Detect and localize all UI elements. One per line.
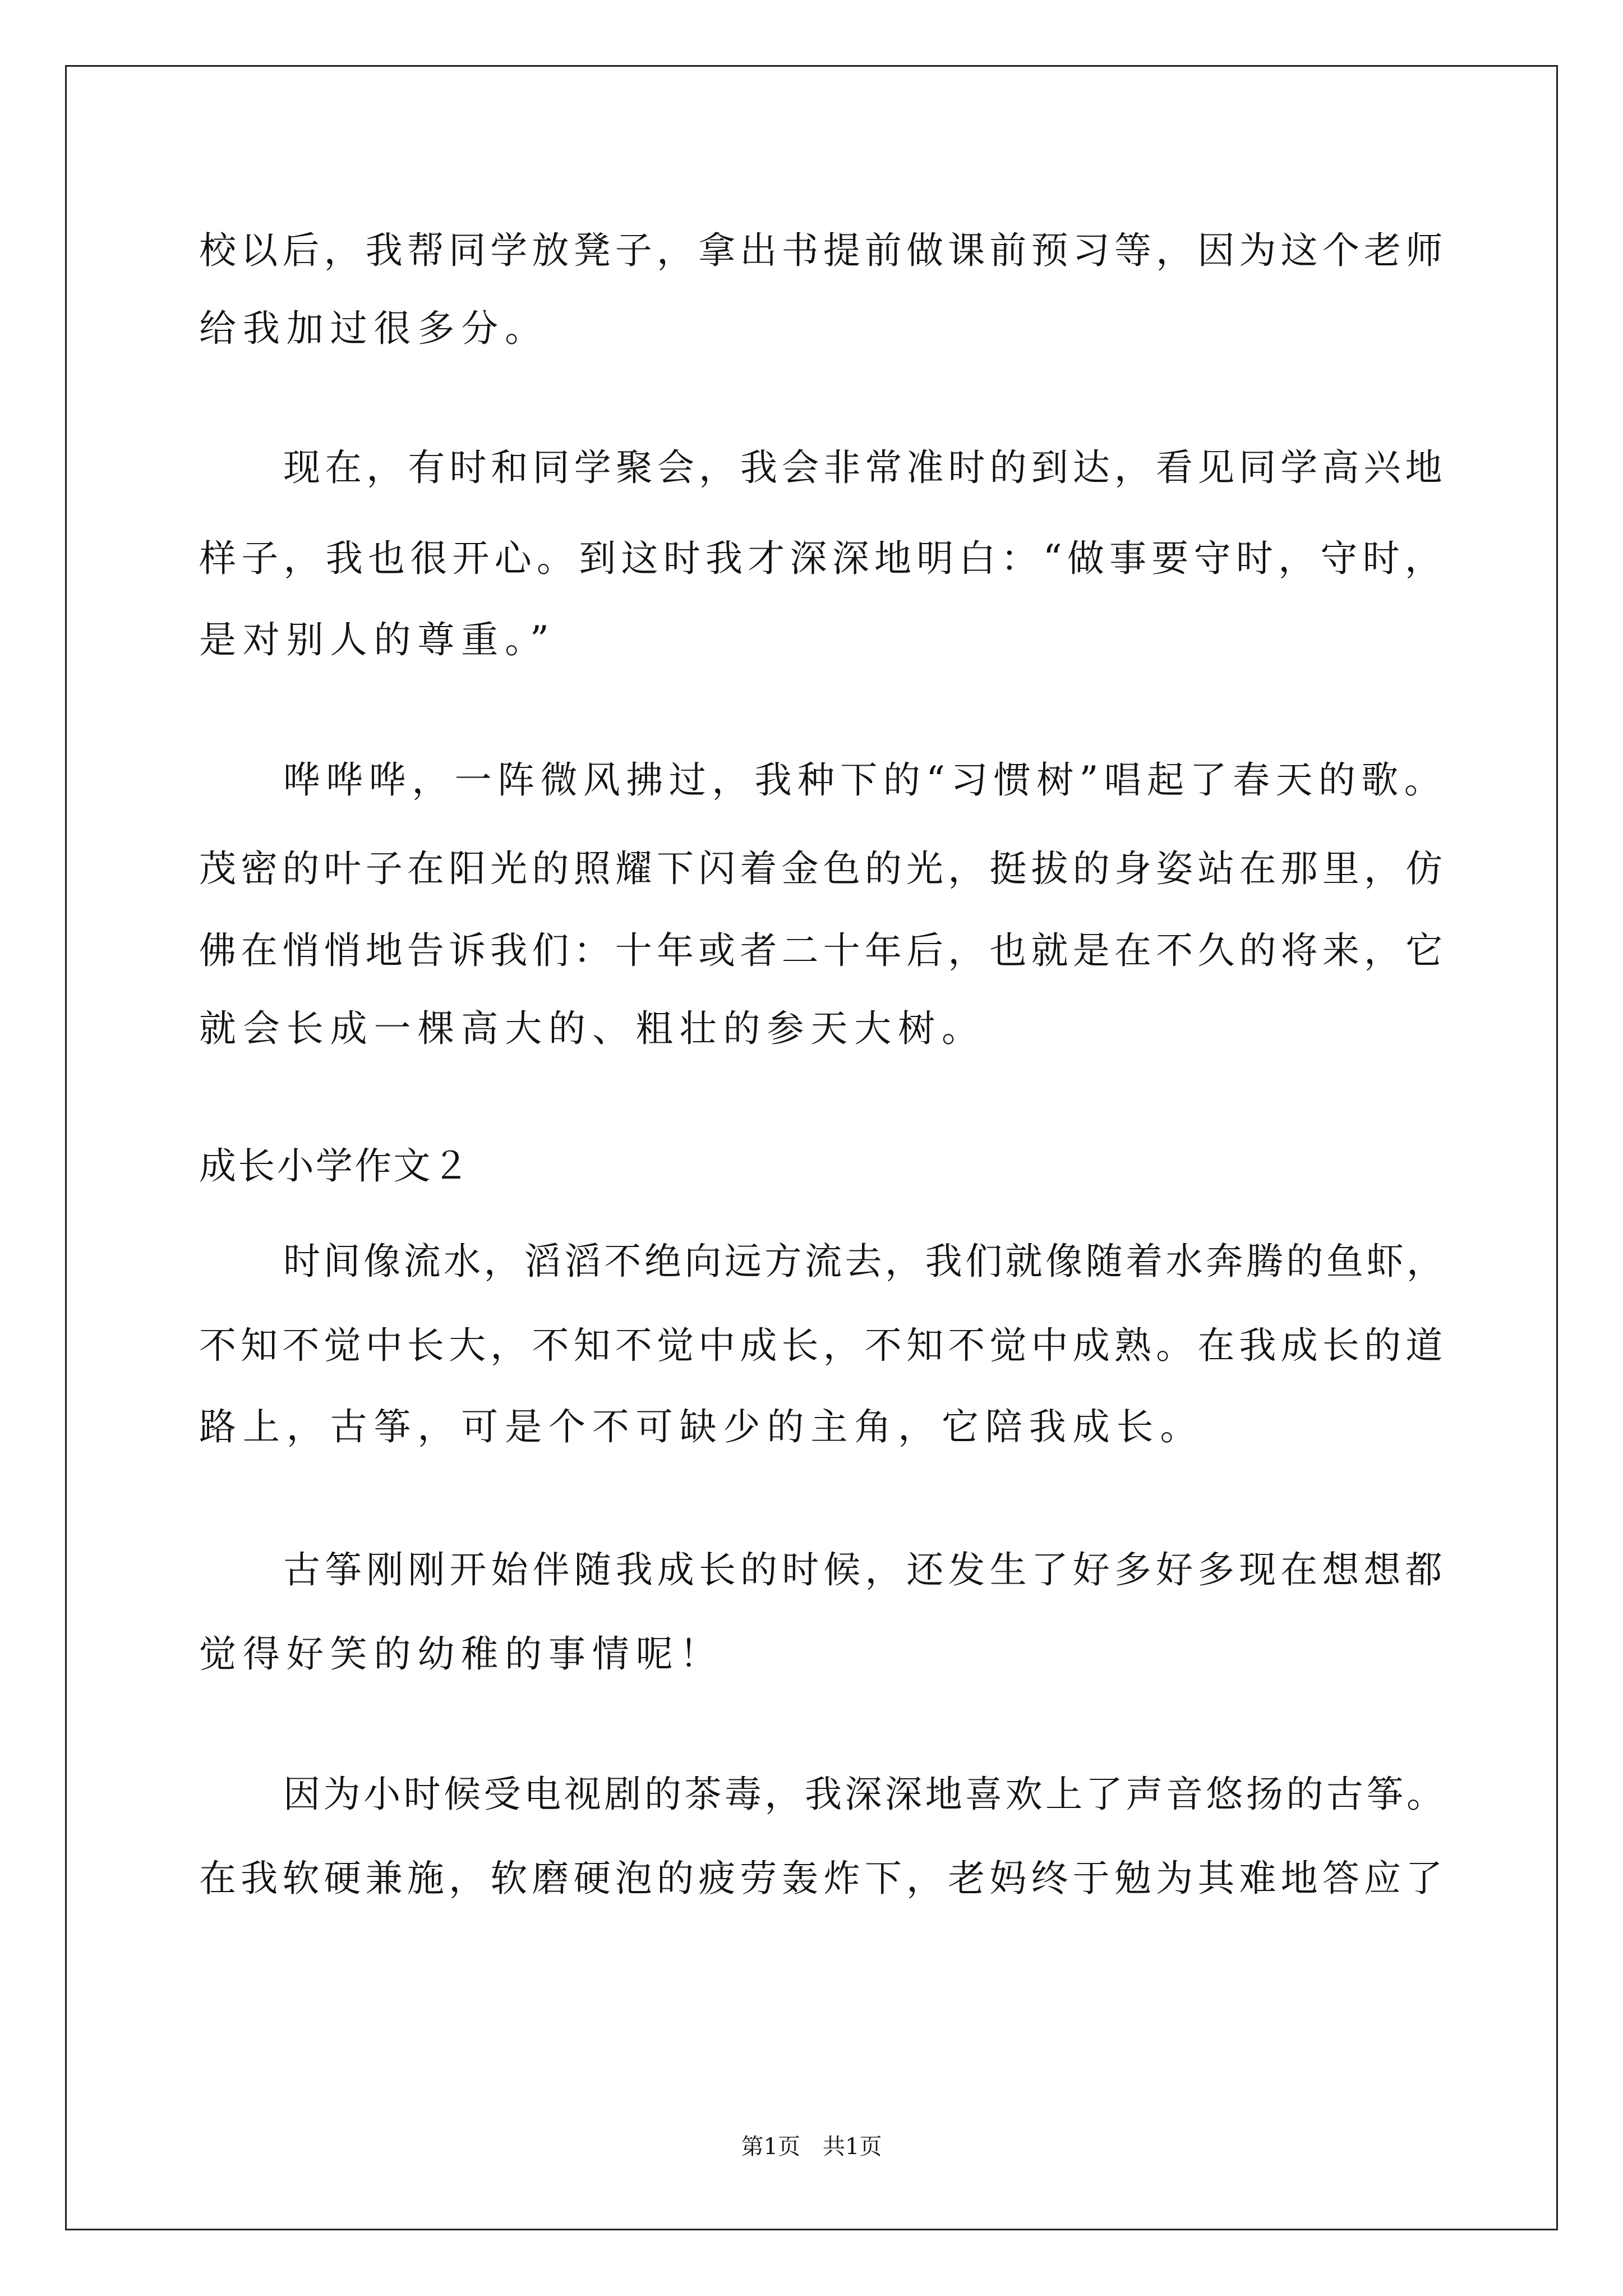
body-line: 佛在悄悄地告诉我们：十年或者二十年后，也就是在不久的将来，它 [199,929,1447,972]
section-heading: 成长小学作文２ [199,1144,472,1188]
paragraph-first-line: 哗哗哗，一阵微风拂过，我种下的“习惯树”唱起了春天的歌。 [283,758,1447,802]
body-line: 在我软硬兼施，软磨硬泡的疲劳轰炸下，老妈终于勉为其难地答应了 [199,1857,1447,1900]
body-line: 校以后，我帮同学放凳子，拿出书提前做课前预习等，因为这个老师 [199,229,1447,272]
body-line: 不知不觉中长大，不知不觉中成长，不知不觉中成熟。在我成长的道 [199,1324,1447,1367]
paragraph-first-line: 因为小时候受电视剧的茶毒，我深深地喜欢上了声音悠扬的古筝。 [283,1773,1447,1816]
body-line: 觉得好笑的幼稚的事情呢！ [199,1632,723,1676]
paragraph-first-line: 现在，有时和同学聚会，我会非常准时的到达，看见同学高兴地 [283,446,1447,489]
body-line: 路上，古筝，可是个不可缺少的主角，它陪我成长。 [199,1405,1204,1448]
body-line: 就会长成一棵高大的、粗壮的参天大树。 [199,1007,985,1050]
paragraph-first-line: 古筝刚刚开始伴随我成长的时候，还发生了好多好多现在想想都 [283,1548,1447,1591]
body-line: 给我加过很多分。 [199,307,549,350]
body-line: 是对别人的尊重。” [199,618,556,661]
body-line: 茂密的叶子在阳光的照耀下闪着金色的光，挺拔的身姿站在那里，仿 [199,847,1447,890]
body-line: 样子，我也很开心。到这时我才深深地明白：“做事要守时，守时， [199,537,1447,580]
page-number-footer: 第1页 共1页 [741,2134,882,2160]
paragraph-first-line: 时间像流水，滔滔不绝向远方流去，我们就像随着水奔腾的鱼虾， [283,1240,1447,1283]
